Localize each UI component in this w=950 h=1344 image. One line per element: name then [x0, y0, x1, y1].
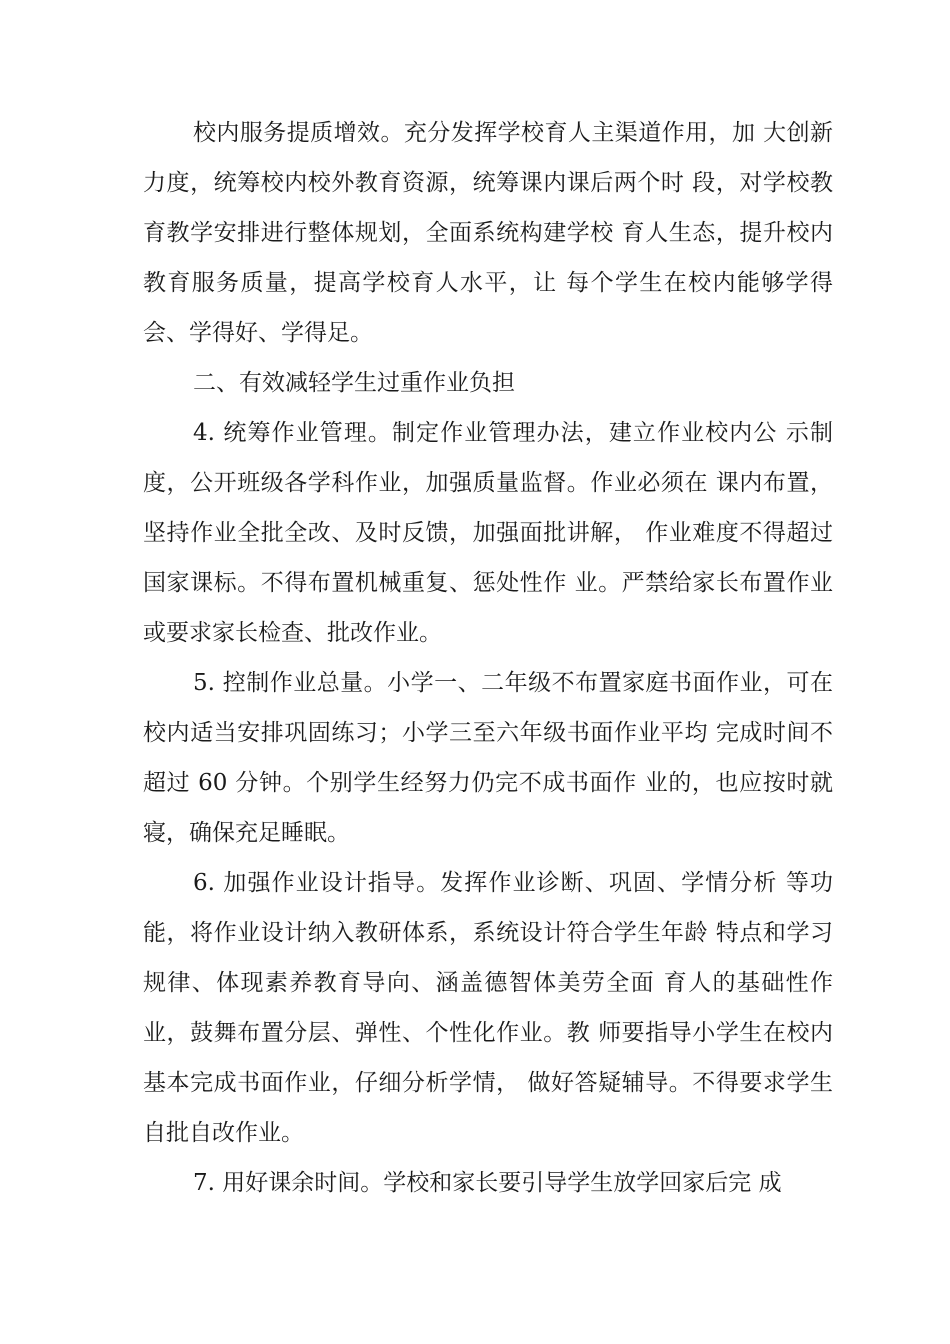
section-heading-homework: 二、有效减轻学生过重作业负担	[193, 370, 515, 396]
paragraph-item-6: 6. 加强作业设计指导。发挥作业诊断、巩固、学情分析 等功能，将作业设计纳入教研体系，系统设计符合学生年龄 特点和学习规律、体现素养教育导向、涵盖德智体美劳全面 育人的基础性作业，鼓舞布置分层、弹性、个性化作业。教 师要指导小学生在校内基本完成书面作业，仔细分析学情， 做好答疑辅导。不得要求学生自批自改作业。	[143, 870, 833, 1146]
paragraph-school-service: 校内服务提质增效。充分发挥学校育人主渠道作用，加 大创新力度，统筹校内校外教育资源，统筹课内课后两个时 段，对学校教育教学安排进行整体规划，全面系统构建学校 育人生态，提升校内教育服务质量，提高学校育人水平，让 每个学生在校内能够学得会、学得好、学得足。	[143, 120, 833, 346]
paragraph-item-4: 4. 统筹作业管理。制定作业管理办法，建立作业校内公 示制度，公开班级各学科作业，加强质量监督。作业必须在 课内布置，坚持作业全批全改、及时反馈，加强面批讲解， 作业难度不得超过国家课标。不得布置机械重复、惩处性作 业。严禁给家长布置作业或要求家长检查、批改作业。	[143, 420, 833, 646]
paragraph-item-5: 5. 控制作业总量。小学一、二年级不布置家庭书面作业，可在校内适当安排巩固练习；小学三至六年级书面作业平均 完成时间不超过 60 分钟。个别学生经努力仍完不成书面作 业的，也应按时就寝，确保充足睡眠。	[143, 670, 833, 846]
document-body	[143, 108, 833, 1208]
paragraph-item-7: 7. 用好课余时间。学校和家长要引导学生放学回家后完 成	[193, 1170, 782, 1196]
